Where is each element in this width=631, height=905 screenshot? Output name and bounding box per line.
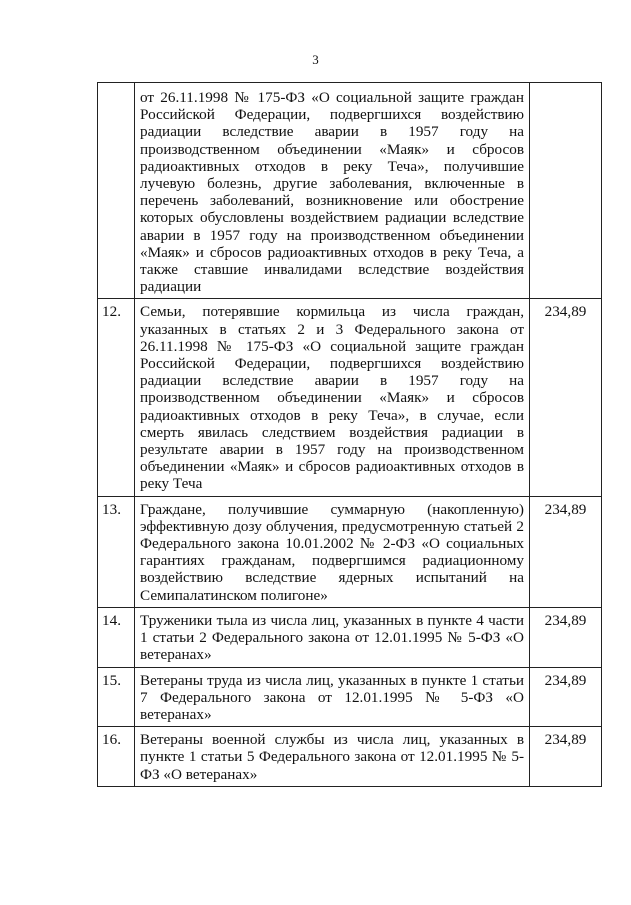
row-description: Ветераны труда из числа лиц, указанных в пункте 1 статьи 7 Федерального закона от 12.01.1995 № 5-ФЗ «О ветеранах» — [135, 667, 530, 727]
row-value: 234,89 — [530, 607, 602, 667]
row-value: 234,89 — [530, 667, 602, 727]
table-row — [98, 496, 602, 607]
benefits-table — [97, 82, 602, 787]
row-value: 234,89 — [530, 496, 602, 607]
table-row — [98, 607, 602, 667]
table-row — [98, 727, 602, 787]
table-row — [98, 299, 602, 496]
page-number: 3 — [312, 52, 319, 67]
row-number: 15. — [98, 667, 135, 727]
row-number: 16. — [98, 727, 135, 787]
row-value — [530, 83, 602, 299]
row-description: от 26.11.1998 № 175-ФЗ «О социальной защите граждан Российской Федерации, подвергшихся воздействию радиации вследствие аварии в 1957 году на производственном объединении «Маяк» и сбросов радиоактивных отходов в реку Теча», получившие лучевую болезнь, другие заболевания, включенные в перечень заболеваний, возникновение или обострение которых обусловлены воздействием радиации вследствие аварии в 1957 году на производственном объединении «Маяк» и сбросов радиоактивных отходов в реку Теча, а также ставшие инвалидами вследствие воздействия радиации — [135, 83, 530, 299]
row-number: 14. — [98, 607, 135, 667]
row-number: 13. — [98, 496, 135, 607]
table-row — [98, 667, 602, 727]
row-description: Труженики тыла из числа лиц, указанных в пункте 4 части 1 статьи 2 Федерального закона от 12.01.1995 № 5-ФЗ «О ветеранах» — [135, 607, 530, 667]
row-number — [98, 83, 135, 299]
row-description: Ветераны военной службы из числа лиц, указанных в пункте 1 статьи 5 Федерального закона от 12.01.1995 № 5-ФЗ «О ветеранах» — [135, 727, 530, 787]
row-number: 12. — [98, 299, 135, 496]
row-description: Семьи, потерявшие кормильца из числа граждан, указанных в статьях 2 и 3 Федерального закона от 26.11.1998 № 175-ФЗ «О социальной защите граждан Российской Федерации, подвергшихся воздействию радиации вследствие аварии в 1957 году на производственном объединении «Маяк» и сбросов радиоактивных отходов в реку Теча», в случае, если смерть явилась следствием воздействия радиации в результате аварии в 1957 году на производственном объединении «Маяк» и сбросов радиоактивных отходов в реку Теча — [135, 299, 530, 496]
table-row — [98, 83, 602, 299]
row-description: Граждане, получившие суммарную (накопленную) эффективную дозу облучения, предусмотренную статьей 2 Федерального закона 10.01.2002 № 2-ФЗ «О социальных гарантиях гражданам, подвергшимся радиационному воздействию вследствие ядерных испытаний на Семипалатинском полигоне» — [135, 496, 530, 607]
row-value: 234,89 — [530, 727, 602, 787]
row-value: 234,89 — [530, 299, 602, 496]
